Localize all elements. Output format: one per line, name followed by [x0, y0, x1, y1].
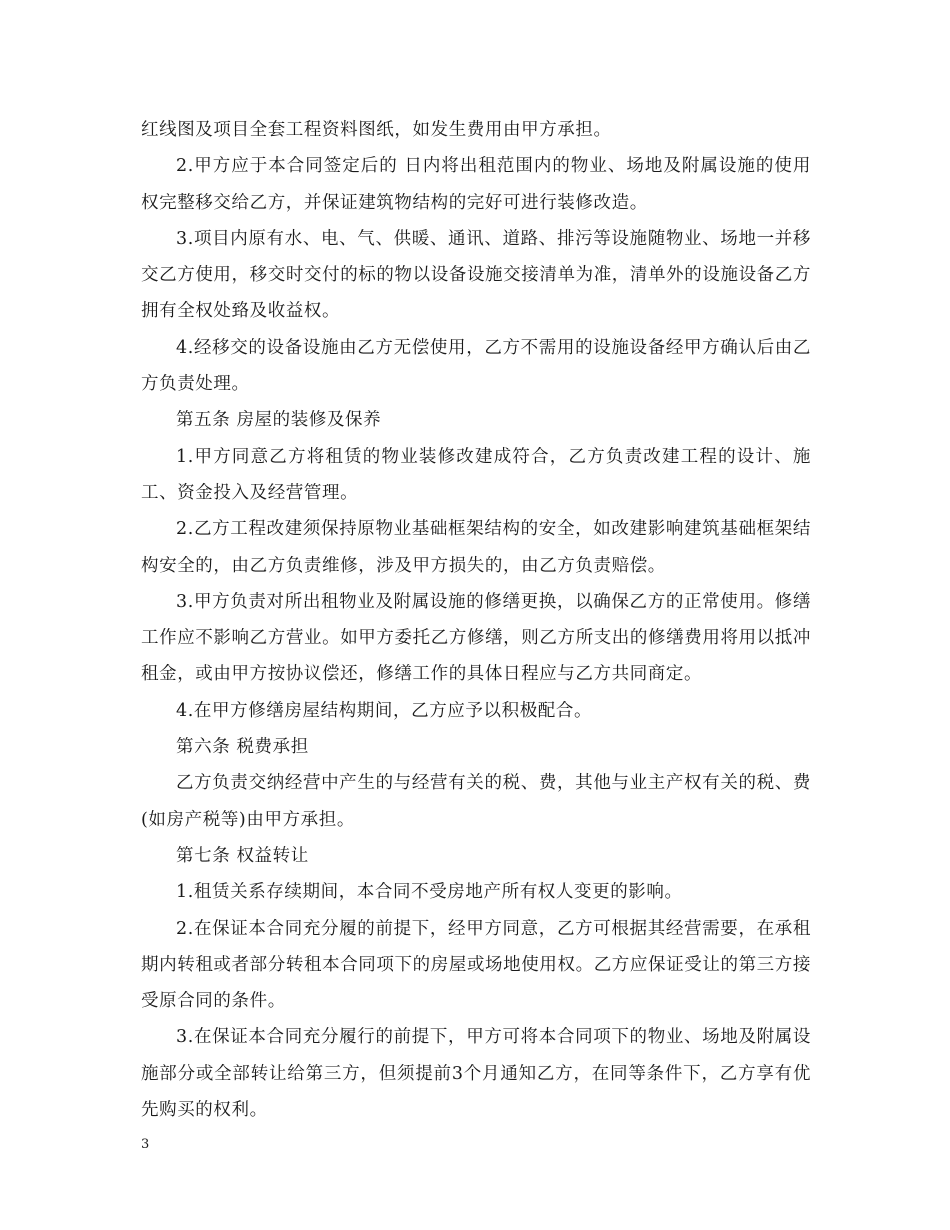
- article-7-heading: 第七条 权益转让: [176, 845, 309, 866]
- clause-5-item-4: 4.在甲方修缮房屋结构期间，乙方应予以积极配合。: [176, 700, 593, 721]
- clause-7-item-1: 1.租赁关系存续期间，本合同不受房地产所有权人变更的影响。: [176, 882, 683, 903]
- article-6-heading: 第六条 税费承担: [176, 737, 309, 758]
- clause-7-item-2: 2.在保证本合同充分履的前提下，经甲方同意，乙方可根据其经营需要，在承租期内转租或者部分转租本合同项下的房屋或场地使用权。乙方应保证受让的第三方接受原合同的条件。: [141, 918, 811, 1012]
- page-number: 3: [141, 1137, 150, 1152]
- clause-4-item-2: 2.甲方应于本合同签定后的 日内将出租范围内的物业、场地及附属设施的使用权完整移交给乙方，并保证建筑物结构的完好可进行装修改造。: [141, 156, 811, 213]
- clause-6-body: 乙方负责交纳经营中产生的与经营有关的税、费，其他与业主产权有关的税、费(如房产税等)由甲方承担。: [141, 773, 811, 830]
- clause-5-item-2: 2.乙方工程改建须保持原物业基础框架结构的安全，如改建影响建筑基础框架结构安全的，由乙方负责维修，涉及甲方损失的，由乙方负责赔偿。: [141, 519, 811, 576]
- paragraph-continuation: 红线图及项目全套工程资料图纸，如发生费用由甲方承担。: [141, 120, 612, 140]
- clause-7-item-3: 3.在保证本合同充分履行的前提下，甲方可将本合同项下的物业、场地及附属设施部分或全部转让给第三方，但须提前3个月通知乙方，在同等条件下，乙方享有优先购买的权利。: [141, 1027, 811, 1121]
- clause-4-item-3: 3.项目内原有水、电、气、供暖、通讯、道路、排污等设施随物业、场地一并移交乙方使用，移交时交付的标的物以设备设施交接清单为准，清单外的设施设备乙方拥有全权处臵及收益权。: [141, 228, 811, 322]
- document-body: [141, 112, 811, 1128]
- article-5-heading: 第五条 房屋的装修及保养: [176, 410, 382, 431]
- clause-5-item-3: 3.甲方负责对所出租物业及附属设施的修缮更换，以确保乙方的正常使用。修缮工作应不影响乙方营业。如甲方委托乙方修缮，则乙方所支出的修缮费用将用以抵冲租金，或由甲方按协议偿还，修缮工作的具体日程应与乙方共同商定。: [141, 591, 811, 685]
- clause-4-item-4: 4.经移交的设备设施由乙方无偿使用，乙方不需用的设施设备经甲方确认后由乙方负责处理。: [141, 337, 811, 395]
- clause-5-item-1: 1.甲方同意乙方将租赁的物业装修改建成符合，乙方负责改建工程的设计、施工、资金投入及经营管理。: [141, 446, 811, 503]
